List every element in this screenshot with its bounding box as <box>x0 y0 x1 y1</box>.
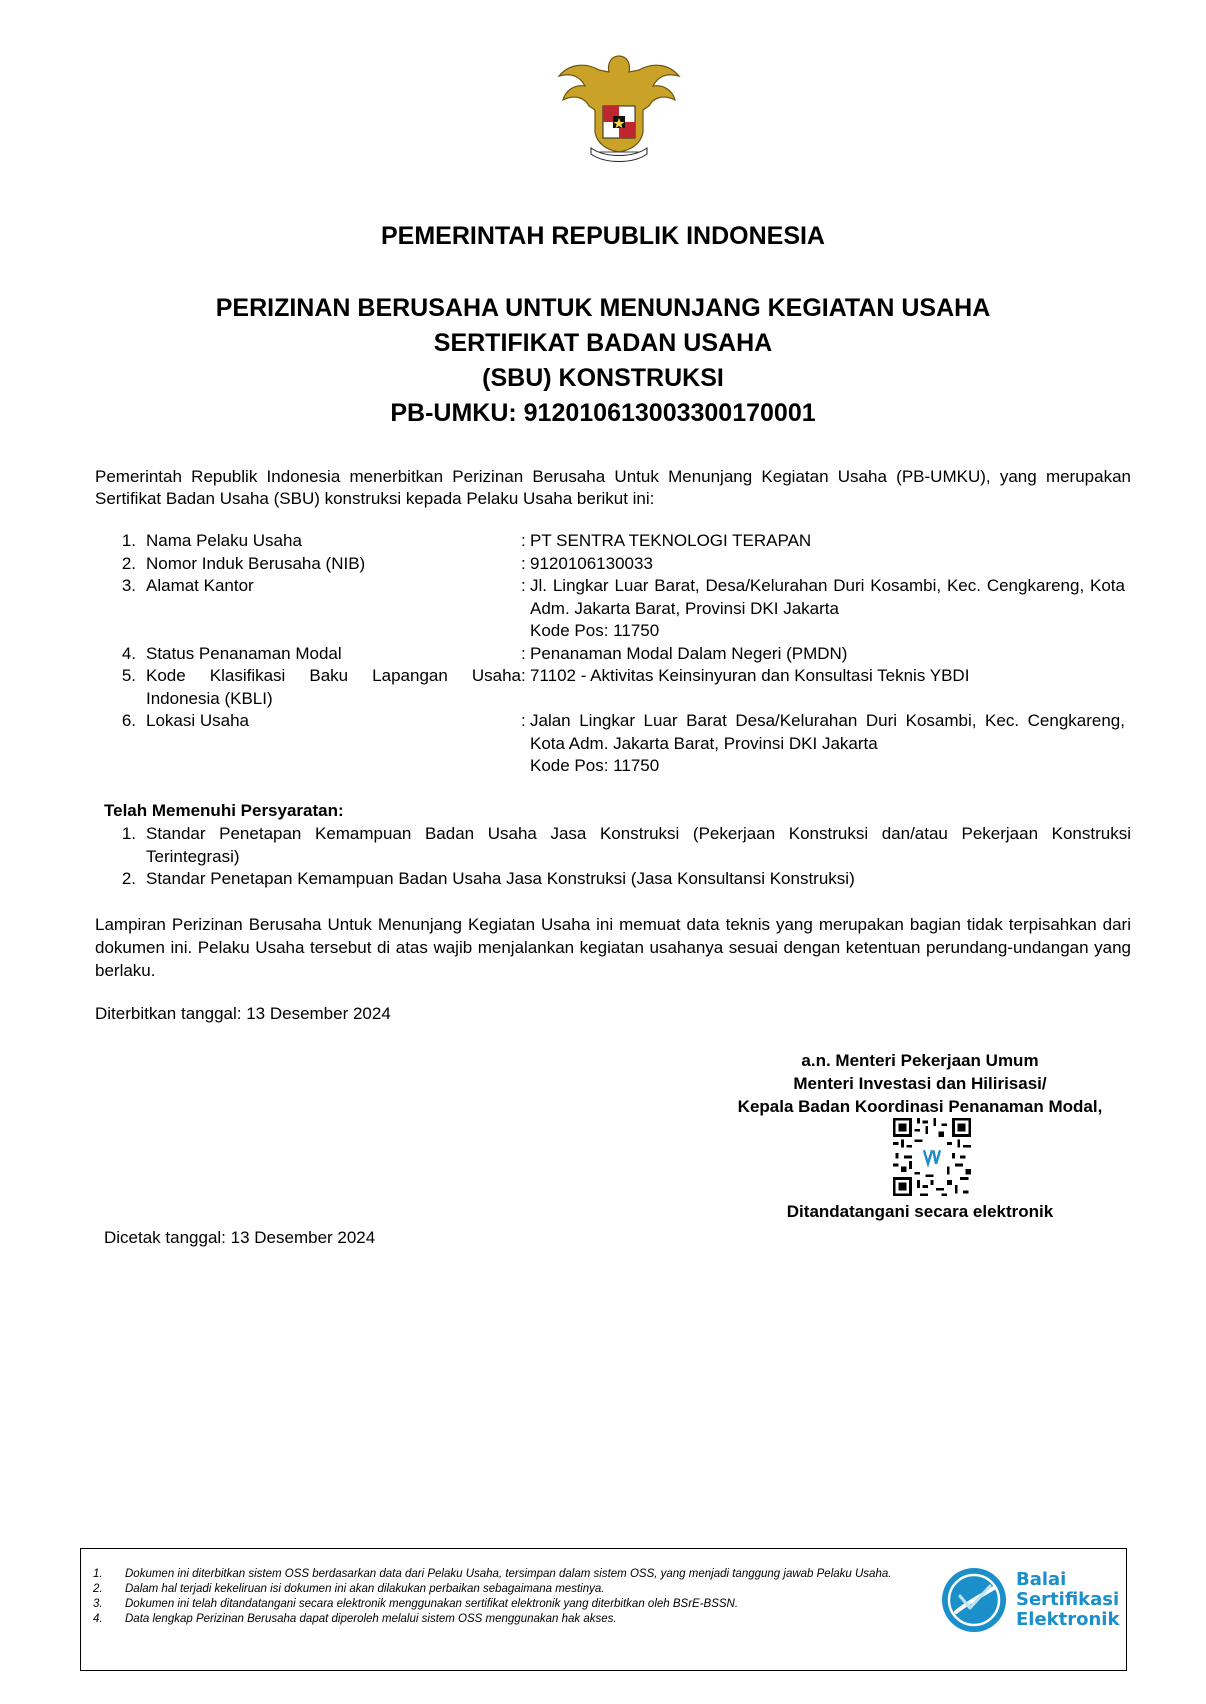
list-item <box>93 1567 928 1582</box>
field-label-office-address: Alamat Kantor <box>146 576 254 595</box>
issued-date: Diterbitkan tanggal: 13 Desember 2024 <box>95 1004 391 1023</box>
requirement-text: Standar Penetapan Kemampuan Badan Usaha Jasa Konstruksi (Pekerjaan Konstruksi dan/atau Pekerjaan Konstruksi Terintegrasi) <box>146 824 1131 866</box>
signature-line-2: Menteri Investasi dan Hilirisasi/ <box>793 1074 1047 1093</box>
document-title <box>0 291 1206 431</box>
attachment-paragraph: Lampiran Perizinan Berusaha Untuk Menunjang Kegiatan Usaha ini memuat data teknis yang merupakan bagian tidak terpisahkan dari dokumen ini. Pelaku Usaha tersebut di atas wajib menjalankan kegiatan usahanya sesuai dengan ketentuan perundang-undangan yang berlaku. <box>95 915 1131 980</box>
logo-line-3: Elektronik <box>1016 1609 1120 1630</box>
requirement-text: Standar Penetapan Kemampuan Badan Usaha Jasa Konstruksi (Jasa Konsultansi Konstruksi) <box>146 869 855 888</box>
field-value-kbli: 71102 - Aktivitas Keinsinyuran dan Konsultasi Teknis YBDI <box>530 666 970 685</box>
bsre-logo-text <box>1016 1570 1119 1630</box>
item-number: 6. <box>121 711 136 730</box>
logo-line-2: Sertifikasi <box>1016 1589 1120 1610</box>
list-item: 4. Status Penanaman Modal : Penanaman Modal Dalam Negeri (PMDN) <box>95 643 1135 666</box>
field-label-nib: Nomor Induk Berusaha (NIB) <box>146 553 366 573</box>
list-item: 5. Kode Klasifikasi Baku Lapangan Usaha Indonesia (KBLI) : 71102 - Aktivitas Keinsinyuran dan Konsultasi Teknis YBDI <box>95 665 1135 710</box>
list-item: 2. Nomor Induk Berusaha (NIB) : 9120106130033 <box>95 553 1135 576</box>
garuda-emblem-icon <box>555 48 683 166</box>
item-number: 1. <box>121 531 136 550</box>
intro-paragraph: Pemerintah Republik Indonesia menerbitkan Perizinan Berusaha Untuk Menunjang Kegiatan Usaha (PB-UMKU), yang merupakan Sertifikat Badan Usaha (SBU) konstruksi kepada Pelaku Usaha berikut ini: <box>95 467 1131 508</box>
title-line-3: (SBU) KONSTRUKSI <box>482 364 724 392</box>
list-item <box>95 823 1135 868</box>
field-value-nib: 9120106130033 <box>530 553 653 573</box>
field-value-company-name: PT SENTRA TEKNOLOGI TERAPAN <box>530 531 812 550</box>
item-number: 2. <box>121 553 136 573</box>
qr-code-icon[interactable] <box>893 1118 971 1196</box>
note-number: 1. <box>93 1568 103 1580</box>
kbli-label-line-1: Kode Klasifikasi Baku Lapangan Usaha <box>146 666 521 685</box>
note-number: 4. <box>93 1613 103 1625</box>
signature-block <box>700 1049 1140 1118</box>
office-postal-code: Kode Pos: 11750 <box>530 621 660 640</box>
item-number: 5. <box>121 666 136 685</box>
requirements-heading: Telah Memenuhi Persyaratan: <box>104 801 344 820</box>
list-item: 6. Lokasi Usaha : Jalan Lingkar Luar Barat Desa/Kelurahan Duri Kosambi, Kec. Cengkareng, Kota Adm. Jakarta Barat, Provinsi DKI Jakarta Kode Pos: 11750 <box>95 710 1135 778</box>
field-value-business-location <box>530 710 1125 778</box>
field-value-office-address <box>530 575 1125 643</box>
field-label-business-location: Lokasi Usaha <box>146 711 250 730</box>
business-details-list <box>95 530 1135 778</box>
office-address-text: Jl. Lingkar Luar Barat, Desa/Kelurahan Duri Kosambi, Kec. Cengkareng, Kota Adm. Jakarta Barat, Provinsi DKI Jakarta <box>530 576 1125 618</box>
requirements-list <box>95 823 1135 891</box>
logo-line-1: Balai <box>1016 1569 1067 1590</box>
printed-date: Dicetak tanggal: 13 Desember 2024 <box>104 1228 376 1247</box>
note-number: 2. <box>93 1583 103 1595</box>
footer-notes <box>93 1567 928 1627</box>
note-text: Dalam hal terjadi kekeliruan isi dokumen ini akan dilakukan perbaikan sebagaimana mestinya. <box>125 1583 605 1595</box>
field-label-investment-status: Status Penanaman Modal <box>146 643 342 663</box>
list-item <box>93 1597 928 1612</box>
pb-umku-number: PB-UMKU: 912010613003300170001 <box>390 399 816 427</box>
signature-line-3: Kepala Badan Koordinasi Penanaman Modal, <box>737 1097 1103 1116</box>
kbli-label-line-2: Indonesia (KBLI) <box>146 688 273 708</box>
list-item: 1. Nama Pelaku Usaha : PT SENTRA TEKNOLOGI TERAPAN <box>95 530 1135 553</box>
item-number: 3. <box>121 576 136 595</box>
government-title: PEMERINTAH REPUBLIK INDONESIA <box>380 222 825 250</box>
signed-electronically: Ditandatangani secara elektronik <box>786 1202 1054 1221</box>
list-item: 3. Alamat Kantor : Jl. Lingkar Luar Barat, Desa/Kelurahan Duri Kosambi, Kec. Cengkareng, Kota Adm. Jakarta Barat, Provinsi DKI Jakarta Kode Pos: 11750 <box>95 575 1135 643</box>
location-address-text: Jalan Lingkar Luar Barat Desa/Kelurahan Duri Kosambi, Kec. Cengkareng, Kota Adm. Jakarta Barat, Provinsi DKI Jakarta <box>530 711 1125 753</box>
bsre-logo-icon <box>940 1566 1008 1634</box>
location-postal-code: Kode Pos: 11750 <box>530 756 660 775</box>
title-line-2: SERTIFIKAT BADAN USAHA <box>433 329 773 357</box>
signature-line-1: a.n. Menteri Pekerjaan Umum <box>801 1051 1039 1070</box>
list-item <box>95 868 1135 891</box>
field-label-company-name: Nama Pelaku Usaha <box>146 531 302 550</box>
item-number: 1. <box>121 824 136 843</box>
list-item <box>93 1582 928 1597</box>
note-text: Dokumen ini diterbitkan sistem OSS berdasarkan data dari Pelaku Usaha, tersimpan dalam sistem OSS, yang menjadi tanggung jawab Pelaku Usaha. <box>125 1568 892 1580</box>
item-number: 4. <box>121 643 136 663</box>
note-number: 3. <box>93 1598 103 1610</box>
field-value-investment-status: Penanaman Modal Dalam Negeri (PMDN) <box>530 643 848 663</box>
list-item <box>93 1612 928 1627</box>
note-text: Data lengkap Perizinan Berusaha dapat diperoleh melalui sistem OSS menggunakan hak akses. <box>125 1613 617 1625</box>
title-line-1: PERIZINAN BERUSAHA UNTUK MENUNJANG KEGIATAN USAHA <box>215 294 991 322</box>
note-text: Dokumen ini telah ditandatangani secara elektronik menggunakan sertifikat elektronik yang diterbitkan oleh BSrE-BSSN. <box>125 1598 739 1610</box>
item-number: 2. <box>121 869 136 888</box>
field-label-kbli <box>146 665 521 710</box>
